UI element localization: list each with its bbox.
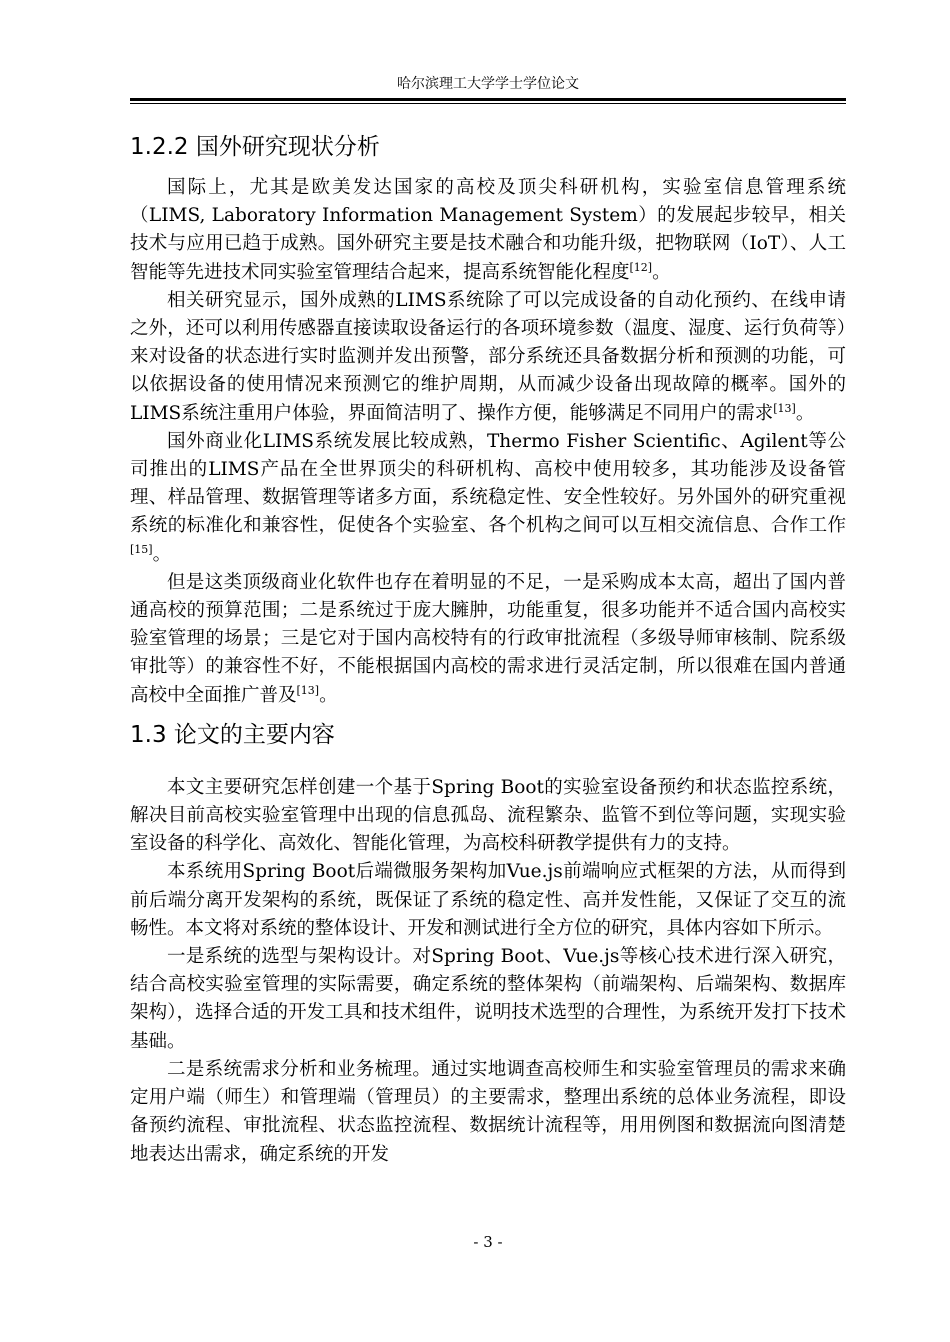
running-header: 哈尔滨理工大学学士学位论文 bbox=[397, 76, 579, 92]
paragraph: 国外商业化LIMS系统发展比较成熟，Thermo Fisher Scientific、Agilent等公司推出的LIMS产品在全世界顶尖的科研机构、高校中使用较多，其功能涉及设备管理、样品管理、数据管理等诸多方面，系统稳定性、安全性较好。另外国外的研究重视系统的标准化和兼容性，促使各个实验室、各个机构之间可以互相交流信息、合作工作[15]。 bbox=[130, 430, 846, 565]
section-heading-1-2-2: 1.2.2 国外研究现状分析 bbox=[130, 134, 380, 160]
citation: [13] bbox=[296, 683, 320, 697]
citation: [15] bbox=[130, 542, 153, 556]
paragraph: 二是系统需求分析和业务梳理。通过实地调查高校师生和实验室管理员的需求来确定用户端（师生）和管理端（管理员）的主要需求，整理出系统的总体业务流程，即设备预约流程、审批流程、状态监控流程、数据统计流程等，用用例图和数据流向图清楚地表达出需求，确定系统的开发 bbox=[130, 1058, 846, 1165]
citation: [12] bbox=[629, 260, 653, 274]
paragraph: 本系统用Spring Boot后端微服务架构加Vue.js前端响应式框架的方法，从而得到前后端分离开发架构的系统，既保证了系统的稳定性、高并发性能，又保证了交互的流畅性。本文将对系统的整体设计、开发和测试进行全方位的研究，具体内容如下所示。 bbox=[130, 861, 846, 939]
paragraph: 一是系统的选型与架构设计。对Spring Boot、Vue.js等核心技术进行深入研究，结合高校实验室管理的实际需要，确定系统的整体架构（前端架构、后端架构、数据库架构），选择合适的开发工具和技术组件，说明技术选型的合理性，为系统开发打下技术基础。 bbox=[130, 946, 846, 1052]
paragraph: 本文主要研究怎样创建一个基于Spring Boot的实验室设备预约和状态监控系统，解决目前高校实验室管理中出现的信息孤岛、流程繁杂、监管不到位等问题，实现实验室设备的科学化、高效化、智能化管理，为高校科研教学提供有力的支持。 bbox=[130, 776, 846, 855]
paragraph: 国际上，尤其是欧美发达国家的高校及顶尖科研机构，实验室信息管理系统（LIMS, Laboratory Information Management System）的发展起步较早，相关技术与应用已趋于成熟。国外研究主要是技术融合和功能升级，把物联网（IoT）、人工智能等先进技术同实验室管理结合起来，提高系统智能化程度[12]。 bbox=[130, 177, 846, 283]
citation: [13] bbox=[773, 401, 796, 415]
paragraph: 相关研究显示，国外成熟的LIMS系统除了可以完成设备的自动化预约、在线申请之外，还可以利用传感器直接读取设备运行的各项环境参数（温度、湿度、运行负荷等）来对设备的状态进行实时监测并发出预警，部分系统还具备数据分析和预测的功能，可以依据设备的使用情况来预测它的维护周期，从而减少设备出现故障的概率。国外的LIMS系统注重用户体验，界面简洁明了、操作方便，能够满足不同用户的需求[13]。 bbox=[130, 289, 846, 424]
page-number: - 3 - bbox=[473, 1233, 503, 1251]
header-rule-thick bbox=[130, 98, 846, 101]
page-body bbox=[130, 130, 846, 1169]
section-heading-1-3: 1.3 论文的主要内容 bbox=[130, 721, 335, 748]
header-rule-thin bbox=[130, 103, 846, 104]
paragraph: 但是这类顶级商业化软件也存在着明显的不足，一是采购成本太高，超出了国内普通高校的预算范围；二是系统过于庞大臃肿，功能重复，很多功能并不适合国内高校实验室管理的场景；三是它对于国内高校特有的行政审批流程（多级导师审核制、院系级审批等）的兼容性不好，不能根据国内高校的需求进行灵活定制，所以很难在国内普通高校中全面推广普及[13]。 bbox=[130, 571, 846, 706]
